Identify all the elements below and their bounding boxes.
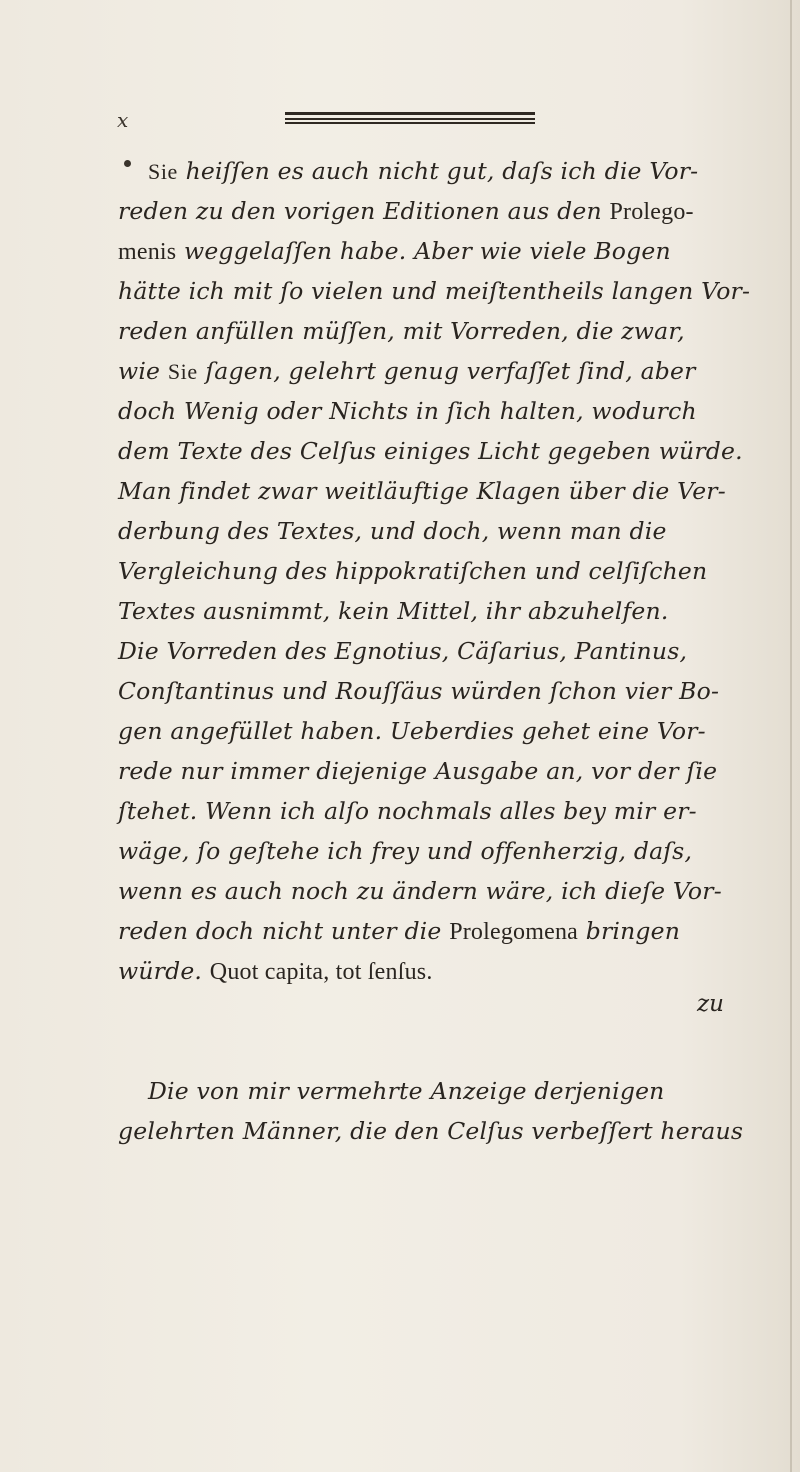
text-line: dem Texte des Celſus einiges Licht gegeben würde. xyxy=(118,437,743,465)
text-line: Die von mir vermehrte Anzeige derjenigen xyxy=(148,1077,665,1105)
text-line: menis weggelaſſen habe. Aber wie viele Bogen xyxy=(118,237,671,265)
catchword: zu xyxy=(697,991,724,1017)
text-line: derbung des Textes, und doch, wenn man die xyxy=(118,517,667,545)
page-mark: x xyxy=(117,108,129,132)
text-line: reden doch nicht unter die Prolegomena bringen xyxy=(118,917,681,945)
text-line: wäge, ſo geſtehe ich frey und offenherzig, daſs, xyxy=(118,837,693,865)
text-line: ſtehet. Wenn ich alſo nochmals alles bey mir er- xyxy=(118,797,697,825)
text-line: wie Sie ſagen, gelehrt genug verfaſſet ſind, aber xyxy=(118,357,696,385)
paragraph-gap xyxy=(118,991,748,1071)
text-line: rede nur immer diejenige Ausgabe an, vor der ſie xyxy=(118,757,718,785)
text-line: Man findet zwar weitläuftige Klagen über die Ver- xyxy=(118,477,726,505)
page-edge xyxy=(790,0,792,1472)
text-line: doch Wenig oder Nichts in ſich halten, wodurch xyxy=(118,397,697,425)
text-line: gelehrten Männer, die den Celſus verbeſſert heraus xyxy=(118,1117,744,1145)
text-line: gen angefüllet haben. Ueberdies gehet eine Vor- xyxy=(118,717,706,745)
text-line: reden zu den vorigen Editionen aus den Prolego- xyxy=(118,197,694,225)
text-line: Sie heiſſen es auch nicht gut, daſs ich die Vor- xyxy=(148,157,699,185)
header-ornament-rule xyxy=(285,112,535,124)
text-line: Die Vorreden des Egnotius, Cäſarius, Pantinus, xyxy=(118,637,688,665)
text-line: Conſtantinus und Rouſſäus würden ſchon vier Bo- xyxy=(118,677,720,705)
text-line: wenn es auch noch zu ändern wäre, ich dieſe Vor- xyxy=(118,877,722,905)
text-line: reden anfüllen müſſen, mit Vorreden, die zwar, xyxy=(118,317,685,345)
text-line: hätte ich mit ſo vielen und meiſtentheils langen Vor- xyxy=(118,277,751,305)
body-text xyxy=(118,151,751,1151)
text-line: Textes ausnimmt, kein Mittel, ihr abzuhelfen. xyxy=(118,597,669,625)
text-line: Vergleichung des hippokratiſchen und celſiſchen xyxy=(118,557,708,585)
text-line: würde. Quot capita, tot ſenſus. xyxy=(118,957,433,985)
